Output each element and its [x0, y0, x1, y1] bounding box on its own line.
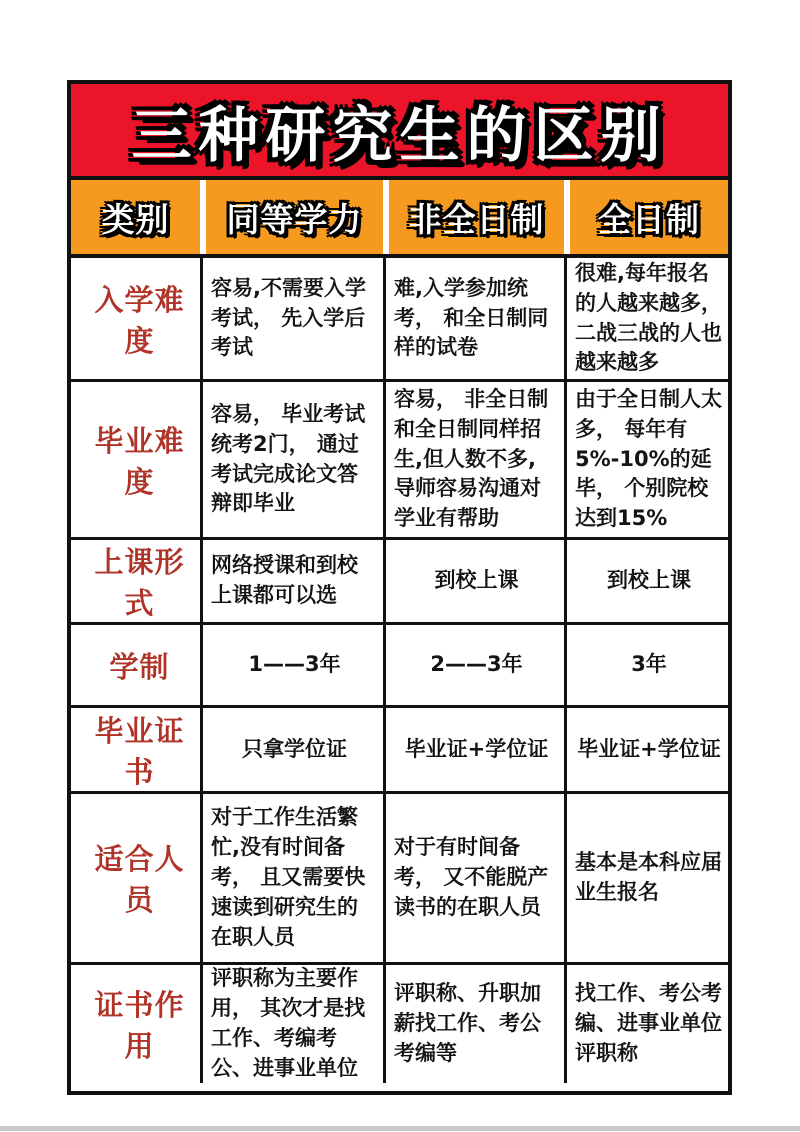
- header-cell-category: [71, 180, 200, 254]
- header-cell-tongdengxueli: [206, 180, 383, 254]
- cell-certuse-tongdengxueli: 评职称为主要作用， 其次才是找工作、考编考公、进事业单位: [203, 965, 386, 1083]
- header-label: 类别: [101, 199, 170, 239]
- comparison-table: [71, 258, 728, 1083]
- header-cell-quanrizhi: [570, 180, 728, 254]
- cell-diploma-feiquanrizhi: 毕业证+学位证: [386, 708, 567, 794]
- header-cell-feiquanrizhi: [389, 180, 564, 254]
- cell-length-feiquanrizhi: 2——3年: [386, 625, 567, 708]
- header-label: 同等学力: [226, 199, 363, 239]
- cell-format-quanrizhi: 到校上课: [567, 540, 728, 625]
- row-label-admission-difficulty: 入学难度: [71, 258, 203, 382]
- footer-divider-bar: [0, 1126, 800, 1131]
- cell-format-tongdengxueli: 网络授课和到校上课都可以选: [203, 540, 386, 625]
- cell-format-feiquanrizhi: 到校上课: [386, 540, 567, 625]
- cell-diploma-tongdengxueli: 只拿学位证: [203, 708, 386, 794]
- cell-admission-feiquanrizhi: 难,入学参加统考， 和全日制同样的试卷: [386, 258, 567, 382]
- row-label-suitable-people: 适合人员: [71, 794, 203, 965]
- row-label-graduation-difficulty: 毕业难度: [71, 382, 203, 540]
- cell-certuse-feiquanrizhi: 评职称、升职加薪找工作、考公考编等: [386, 965, 567, 1083]
- cell-certuse-quanrizhi: 找工作、考公考编、进事业单位评职称: [567, 965, 728, 1083]
- row-label-program-length: 学制: [71, 625, 203, 708]
- cell-admission-tongdengxueli: 容易,不需要入学考试， 先入学后考试: [203, 258, 386, 382]
- cell-graduation-quanrizhi: 由于全日制人太多， 每年有5%-10%的延毕， 个别院校达到15%: [567, 382, 728, 540]
- cell-admission-quanrizhi: 很难,每年报名的人越来越多， 二战三战的人也越来越多: [567, 258, 728, 382]
- comparison-poster: [67, 80, 732, 1095]
- cell-length-quanrizhi: 3年: [567, 625, 728, 708]
- header-label: 全日制: [598, 199, 700, 239]
- row-label-class-format: 上课形式: [71, 540, 203, 625]
- title-banner: [71, 84, 728, 180]
- row-label-diploma: 毕业证书: [71, 708, 203, 794]
- cell-suitable-feiquanrizhi: 对于有时间备考， 又不能脱产读书的在职人员: [386, 794, 567, 965]
- row-label-certificate-use: 证书作用: [71, 965, 203, 1083]
- cell-length-tongdengxueli: 1——3年: [203, 625, 386, 708]
- cell-suitable-quanrizhi: 基本是本科应届业生报名: [567, 794, 728, 965]
- cell-diploma-quanrizhi: 毕业证+学位证: [567, 708, 728, 794]
- header-label: 非全日制: [408, 199, 545, 239]
- table-header-row: [71, 180, 728, 258]
- page-title: 三种研究生的区别: [131, 101, 668, 171]
- cell-suitable-tongdengxueli: 对于工作生活繁忙,没有时间备考， 且又需要快速读到研究生的在职人员: [203, 794, 386, 965]
- cell-graduation-tongdengxueli: 容易， 毕业考试统考2门， 通过考试完成论文答辩即毕业: [203, 382, 386, 540]
- cell-graduation-feiquanrizhi: 容易， 非全日制和全日制同样招生,但人数不多, 导师容易沟通对学业有帮助: [386, 382, 567, 540]
